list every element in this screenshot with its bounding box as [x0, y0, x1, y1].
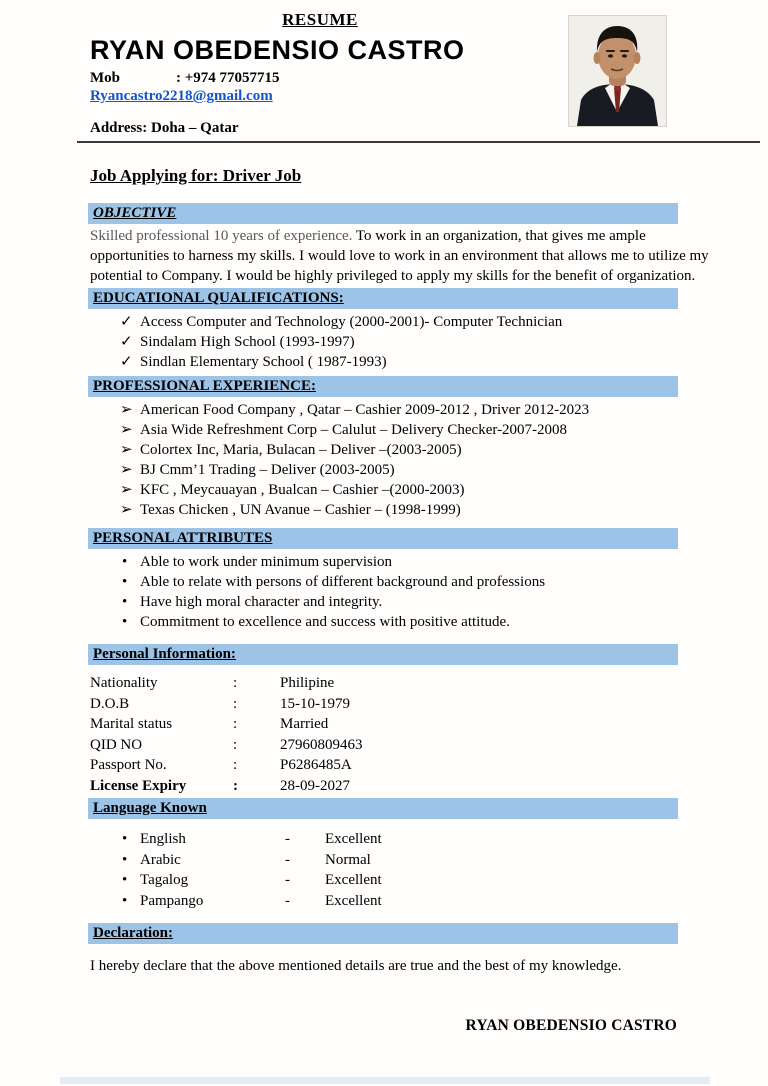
experience-item-text: Colortex Inc, Maria, Bulacan – Deliver –(2003-2005)	[140, 442, 462, 458]
field-value: P6286485A	[280, 757, 352, 773]
education-item-text: Sindlan Elementary School ( 1987-1993)	[140, 354, 387, 370]
header	[90, 0, 712, 137]
language-name: Tagalog	[140, 872, 189, 888]
list-item	[90, 592, 712, 612]
education-list	[90, 312, 712, 372]
list-item	[90, 440, 712, 460]
table-row	[90, 850, 712, 871]
table-row	[90, 776, 712, 797]
separator: :	[233, 757, 238, 773]
table-row	[90, 673, 712, 694]
list-item	[90, 460, 712, 480]
field-value: Philipine	[280, 675, 335, 691]
dot-bullet-icon: •	[122, 574, 128, 590]
arrow-bullet-icon: ➢	[120, 442, 133, 458]
list-item	[90, 332, 712, 352]
attribute-item-text: Have high moral character and integrity.	[140, 594, 383, 610]
separator: :	[233, 695, 238, 712]
section-bar-objective	[88, 203, 678, 224]
objective-heading: OBJECTIVE	[93, 205, 177, 221]
field-value: 15-10-1979	[280, 695, 350, 712]
section-bar-declaration	[88, 923, 678, 944]
mobile-number: : +974 77057715	[176, 70, 280, 86]
languages-table	[90, 829, 712, 911]
address-line: Address: Doha – Qatar	[90, 120, 239, 136]
field-label: QID NO	[90, 736, 143, 753]
experience-heading: PROFESSIONAL EXPERIENCE:	[93, 378, 316, 394]
table-row	[90, 870, 712, 891]
field-label: Passport No.	[90, 757, 167, 773]
table-row	[90, 735, 712, 756]
table-row	[90, 891, 712, 912]
separator: :	[233, 716, 238, 732]
applicant-photo	[568, 15, 667, 127]
dot-bullet-icon: •	[122, 851, 128, 868]
experience-item-text: American Food Company , Qatar – Cashier 2009-2012 , Driver 2012-2023	[140, 402, 590, 418]
document-title: RESUME	[282, 10, 358, 29]
language-name: Pampango	[140, 892, 204, 909]
job-applying-heading: Job Applying for: Driver Job	[90, 166, 302, 185]
list-item	[90, 552, 712, 572]
list-item	[90, 420, 712, 440]
language-name: English	[140, 831, 186, 847]
table-row	[90, 829, 712, 850]
section-bar-education	[88, 288, 678, 309]
section-bar-attributes	[88, 528, 678, 549]
experience-item-text: KFC , Meycauayan , Bualcan – Cashier –(2000-2003)	[140, 482, 465, 498]
section-bar-languages	[88, 798, 678, 819]
signature-name: RYAN OBEDENSIO CASTRO	[465, 1017, 677, 1034]
experience-item-text: Texas Chicken , UN Avanue – Cashier – (1998-1999)	[140, 502, 461, 518]
education-item-text: Access Computer and Technology (2000-2001)- Computer Technician	[140, 314, 563, 330]
education-heading: EDUCATIONAL QUALIFICATIONS:	[93, 290, 344, 306]
arrow-bullet-icon: ➢	[120, 402, 133, 418]
list-item	[90, 312, 712, 332]
dot-bullet-icon: •	[122, 872, 128, 888]
applicant-portrait-photo	[569, 16, 666, 126]
mobile-line	[90, 70, 550, 87]
language-name: Arabic	[140, 851, 181, 868]
list-item	[90, 500, 712, 520]
dot-bullet-icon: •	[122, 831, 128, 847]
check-icon: ✓	[120, 354, 133, 370]
arrow-bullet-icon: ➢	[120, 422, 133, 438]
header-divider	[77, 141, 760, 143]
list-item	[90, 612, 712, 632]
field-value: 28-09-2027	[280, 777, 350, 794]
attribute-item-text: Commitment to excellence and success with positive attitude.	[140, 614, 510, 630]
attribute-item-text: Able to work under minimum supervision	[140, 554, 393, 570]
attributes-list	[90, 552, 712, 632]
experience-list	[90, 400, 712, 520]
language-level: Normal	[325, 851, 371, 868]
arrow-bullet-icon: ➢	[120, 482, 133, 498]
section-bar-experience	[88, 376, 678, 397]
arrow-bullet-icon: ➢	[120, 462, 133, 478]
page-bottom-strip	[60, 1077, 710, 1084]
dot-bullet-icon: •	[122, 892, 128, 909]
separator: -	[285, 892, 290, 909]
field-value: Married	[280, 716, 329, 732]
arrow-bullet-icon: ➢	[120, 502, 133, 518]
check-icon: ✓	[120, 314, 133, 330]
list-item	[90, 352, 712, 372]
table-row	[90, 755, 712, 776]
mobile-label: Mob	[90, 70, 120, 86]
language-level: Excellent	[325, 831, 382, 847]
field-value: 27960809463	[280, 736, 363, 753]
declaration-heading: Declaration:	[93, 925, 173, 941]
personal-info-table	[90, 673, 712, 796]
personal-info-heading: Personal Information:	[93, 646, 236, 662]
separator: -	[285, 831, 290, 847]
experience-item-text: BJ Cmm’1 Trading – Deliver (2003-2005)	[140, 462, 395, 478]
field-label: D.O.B	[90, 695, 130, 712]
language-level: Excellent	[325, 872, 382, 888]
attribute-item-text: Able to relate with persons of different background and professions	[140, 574, 546, 590]
language-level: Excellent	[325, 892, 382, 909]
check-icon: ✓	[120, 334, 133, 350]
objective-paragraph	[90, 226, 710, 286]
separator: -	[285, 851, 290, 868]
field-label: Marital status	[90, 716, 173, 732]
separator: -	[285, 872, 290, 888]
languages-heading: Language Known	[93, 800, 207, 816]
section-bar-personal-info	[88, 644, 678, 665]
email-link[interactable]: Ryancastro2218@gmail.com	[90, 88, 273, 104]
list-item	[90, 400, 712, 420]
experience-item-text: Asia Wide Refreshment Corp – Calulut – Delivery Checker-2007-2008	[140, 422, 568, 438]
dot-bullet-icon: •	[122, 554, 128, 570]
separator: :	[233, 736, 238, 753]
field-label: License Expiry	[90, 777, 187, 794]
education-item-text: Sindalam High School (1993-1997)	[140, 334, 355, 350]
field-label: Nationality	[90, 675, 158, 691]
declaration-text: I hereby declare that the above mentioned details are true and the best of my knowledge.	[90, 958, 622, 974]
list-item	[90, 480, 712, 500]
objective-lead: Skilled professional 10 years of experience.	[90, 228, 353, 244]
objective-body: To work in an organization, that gives me ample opportunities to harness my skills. I would love to work in an environment that allows me to utilize my potential to Company. I would be highly privileged to apply my skills for the benefit of organization.	[90, 228, 709, 284]
table-row	[90, 714, 712, 735]
separator: :	[233, 777, 238, 794]
list-item	[90, 572, 712, 592]
table-row	[90, 694, 712, 715]
attributes-heading: PERSONAL ATTRIBUTES	[93, 530, 273, 546]
separator: :	[233, 675, 238, 691]
dot-bullet-icon: •	[122, 594, 128, 610]
dot-bullet-icon: •	[122, 614, 128, 630]
applicant-name: RYAN OBEDENSIO CASTRO	[90, 35, 465, 65]
